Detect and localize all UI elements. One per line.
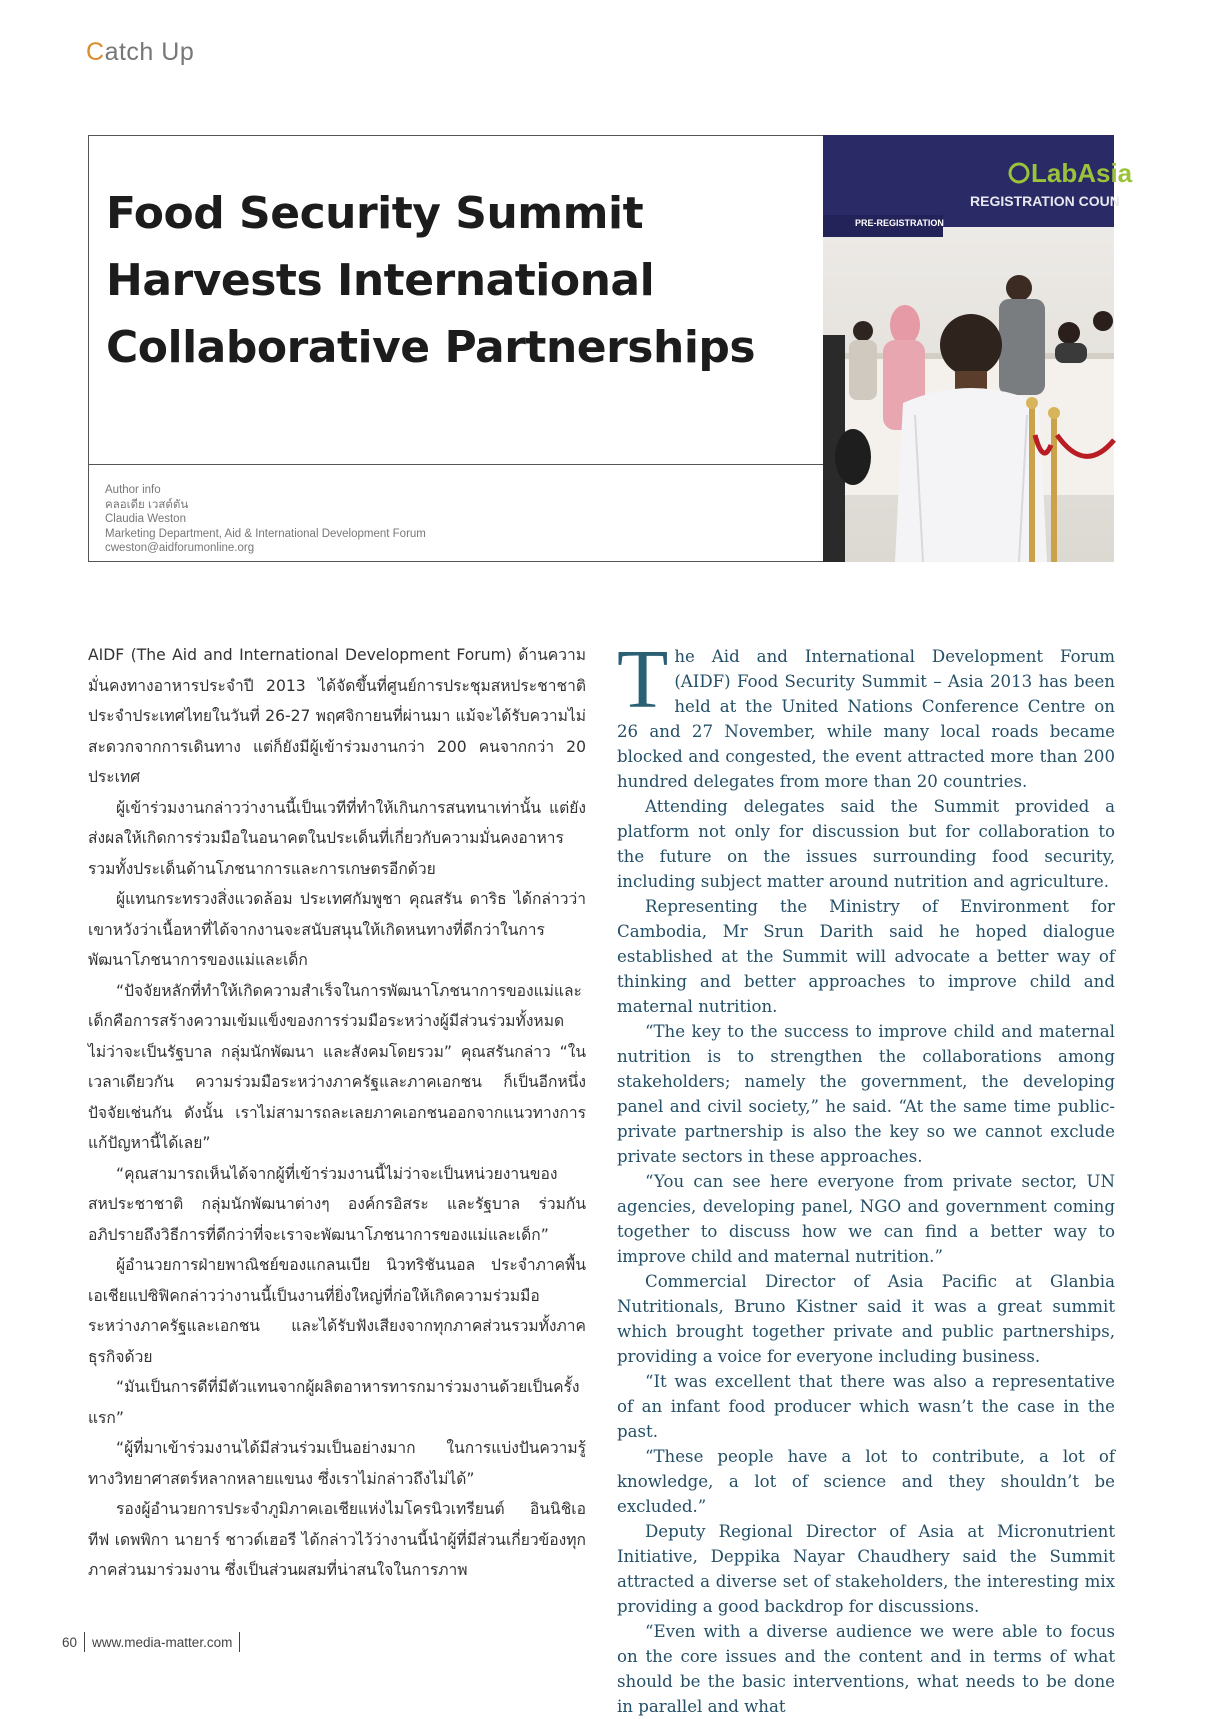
thai-column xyxy=(88,640,586,1586)
english-paragraph: “You can see here everyone from private sector, UN agencies, developing panel, NGO and government coming together to discuss how we can find a better way to improve child and maternal nutrition.” xyxy=(617,1172,1115,1266)
thai-paragraph: “ผู้ที่มาเข้าร่วมงานได้มีส่วนร่วมเป็นอย่างมาก ในการแบ่งปันความรู้ทางวิทยาศาสตร์หลากหลายแขนง ซึ่งเราไม่กล่าวถึงไม่ได้” xyxy=(88,1439,586,1488)
headline xyxy=(106,180,786,381)
author-name-thai: คลอเดีย เวสต์ตัน xyxy=(105,498,189,511)
thai-paragraph: AIDF (The Aid and International Development Forum) ด้านความมั่นคงทางอาหารประจำปี 2013 ได้จัดขึ้นที่ศูนย์การประชุมสหประชาชาติ ประจำประเทศไทยในวันที่ 26-27 พฤศจิกายนที่ผ่านมา แม้จะได้รับความไม่สะดวกจากการเดินทาง แต่ก็ยังมีผู้เข้าร่วมงานกว่า 200 คนจากกว่า 20 ประเทศ xyxy=(88,646,586,786)
thai-paragraph: ผู้แทนกระทรวงสิ่งแวดล้อม ประเทศกัมพูชา คุณสรัน ดาริธ ได้กล่าวว่า เขาหวังว่าเนื้อหาที่ได้จากงานจะสนับสนุนให้เกิดหนทางที่ดีกว่าในการพัฒนาโภชนาการของแม่และเด็ก xyxy=(88,890,586,969)
headline-line-3: Collaborative Partnerships xyxy=(106,322,756,373)
stanchion-post xyxy=(1029,405,1035,562)
english-paragraph: Commercial Director of Asia Pacific at Glanbia Nutritionals, Bruno Kistner said it was a great summit which brought together private and public partnerships, providing a voice for everyone including business. xyxy=(617,1272,1115,1366)
banner-registration-text: REGISTRATION COUN xyxy=(970,193,1120,209)
footer-divider xyxy=(84,1632,85,1652)
english-paragraph: “These people have a lot to contribute, a lot of knowledge, a lot of science and they shouldn’t be excluded.” xyxy=(617,1447,1115,1516)
thai-paragraph: ผู้เข้าร่วมงานกล่าวว่างานนี้เป็นเวทีที่ทำให้เกินการสนทนาเท่านั้น แต่ยังส่งผลให้เกิดการร่วมมือในอนาคตในประเด็นที่เกี่ยวกับความมั่นคงอาหาร รวมทั้งประเด็นด้านโภชนาการและการเกษตรอีกด้วย xyxy=(88,798,586,878)
banner-preregistration-text: PRE-REGISTRATION xyxy=(855,218,944,228)
english-paragraph xyxy=(617,633,1115,794)
english-paragraph: “It was excellent that there was also a representative of an infant food producer which wasn’t the case in the past. xyxy=(617,1372,1115,1441)
author-department: Marketing Department, Aid & International Development Forum xyxy=(105,527,426,540)
headline-line-1: Food Security Summit xyxy=(106,188,644,239)
footer-divider xyxy=(239,1632,240,1652)
event-photo xyxy=(823,135,1133,562)
headline-divider xyxy=(88,464,823,465)
thai-paragraph: ผู้อำนวยการฝ่ายพาณิชย์ของแกลนเบีย นิวทริชันนอล ประจำภาคพื้นเอเชียแปซิฟิคกล่าวว่างานนี้เป็นงานที่ยิ่งใหญ่ที่ก่อให้เกิดความร่วมมือระหว่างภาครัฐและเอกชน และได้รับฟังเสียงจากทุกภาคส่วนรวมทั้งภาคธุรกิจด้วย xyxy=(88,1256,586,1366)
registration-scene-illustration xyxy=(823,135,1133,562)
author-label: Author info xyxy=(105,484,161,496)
section-label xyxy=(86,38,194,67)
footer-website-link[interactable]: www.media-matter.com xyxy=(92,1634,233,1650)
drop-cap: T xyxy=(617,633,669,726)
english-paragraph: Deputy Regional Director of Asia at Micronutrient Initiative, Deppika Nayar Chaudhery said the Summit attracted a diverse set of stakeholders, the interesting mix providing a good backdrop for discussions. xyxy=(617,1522,1115,1616)
english-first-paragraph-text: he Aid and International Development Forum (AIDF) Food Security Summit – Asia 2013 has been held at the United Nations Conference Centre on 26 and 27 November, while many local roads became blocked and congested, the event attracted more than 200 hundred delegates from more than 20 countries. xyxy=(617,647,1115,791)
section-label-rest: atch Up xyxy=(104,38,195,66)
english-paragraph: Attending delegates said the Summit provided a platform not only for discussion but for collaboration to the future on the issues surrounding food security, including subject matter around nutrition and agriculture. xyxy=(617,797,1115,891)
thai-paragraph: “ปัจจัยหลักที่ทำให้เกิดความสำเร็จในการพัฒนาโภชนาการของแม่และเด็กคือการสร้างความเข้มแข็งของการร่วมมือระหว่างผู้มีส่วนร่วมทั้งหมด ไม่ว่าจะเป็นรัฐบาล กลุ่มนักพัฒนา และสังคมโดยรวม” คุณสรันกล่าว “ในเวลาเดียวกัน ความร่วมมือระหว่างภาครัฐและภาคเอกชน ก็เป็นอีกหนึ่งปัจจัยเช่นกัน ดังนั้น เราไม่สามารถละเลยภาคเอกชนออกจากแนวทางการแก้ปัญหานี้ได้เลย” xyxy=(88,981,586,1152)
author-email: cweston@aidforumonline.org xyxy=(105,542,255,554)
english-column xyxy=(617,633,1115,1719)
english-paragraph: Representing the Ministry of Environment for Cambodia, Mr Srun Darith said he hoped dialogue established at the Summit will advocate a better way of thinking and better approaches to improve child and maternal nutrition. xyxy=(617,897,1115,1016)
english-paragraph: “The key to the success to improve child and maternal nutrition is to strengthen the collaborations among stakeholders; namely the government, the developing panel and civil society,” he said. “At the same time public-private partnership is also the key so we cannot exclude private sectors in these approaches. xyxy=(617,1022,1115,1166)
page-footer xyxy=(62,1632,247,1652)
headline-line-2: Harvests International xyxy=(106,255,655,306)
thai-paragraph: “คุณสามารถเห็นได้จากผู้ที่เข้าร่วมงานนี้ไม่ว่าจะเป็นหน่วยงานของสหประชาชาติ กลุ่มนักพัฒนาต่างๆ องค์กรอิสระ และรัฐบาล ร่วมกันอภิปรายถึงวิธีการที่ดีกว่าที่จะเราจะพัฒนาโภชนาการของแม่และเด็ก” xyxy=(88,1164,586,1244)
thai-paragraph: “มันเป็นการดีที่มีตัวแทนจากผู้ผลิตอาหารทารกมาร่วมงานด้วยเป็นครั้งแรก” xyxy=(88,1378,580,1427)
banner-logo-text: LabAsia xyxy=(1031,158,1133,188)
page-number: 60 xyxy=(62,1634,78,1650)
author-info xyxy=(105,483,755,556)
thai-paragraph: รองผู้อำนวยการประจำภูมิภาคเอเชียแห่งไมโครนิวเทรียนต์ อินนิชิเอทีฟ เดพพิกา นายาร์ ชาวด์เฮอรี ได้กล่าวไว้ว่างานนี้นำผู้ที่มีส่วนเกี่ยวข้องทุกภาคส่วนมาร่วมงาน ซึ่งเป็นส่วนผสมที่น่าสนใจในการภาพ xyxy=(88,1500,586,1579)
english-paragraph: “Even with a diverse audience we were able to focus on the core issues and the content and in terms of what should be the basic interventions, what needs to be done in parallel and what xyxy=(617,1622,1115,1716)
section-label-initial: C xyxy=(86,38,105,66)
author-name: Claudia Weston xyxy=(105,513,186,525)
